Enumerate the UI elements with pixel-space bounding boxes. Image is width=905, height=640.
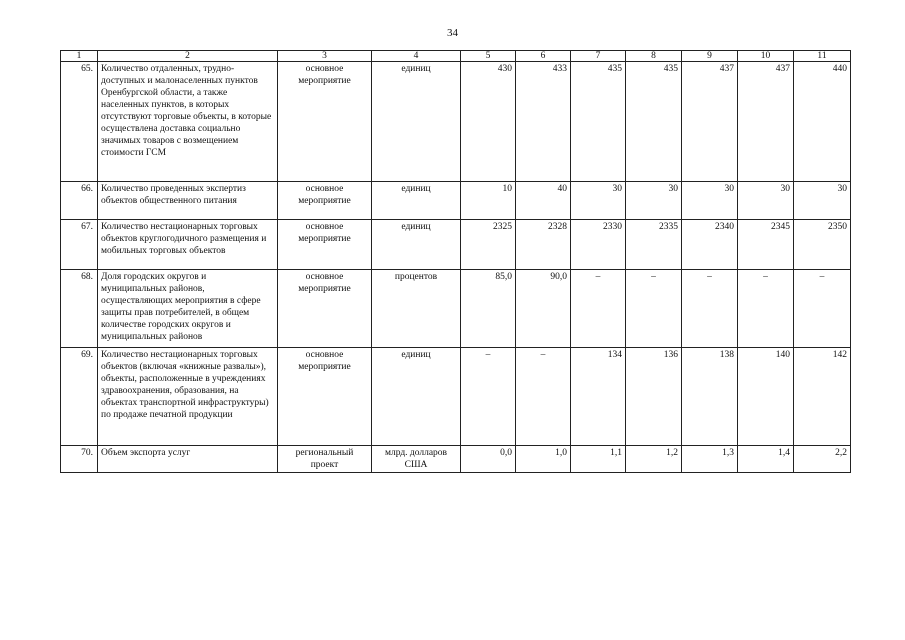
indicator-value: 140	[738, 348, 794, 446]
indicator-value: –	[626, 270, 682, 348]
indicator-type: основное мероприятие	[278, 62, 372, 182]
indicator-value: 30	[626, 182, 682, 220]
column-number-header: 7	[571, 51, 626, 62]
column-number-header: 10	[738, 51, 794, 62]
indicator-value: 430	[461, 62, 516, 182]
column-number-header: 11	[794, 51, 851, 62]
column-number-header: 4	[372, 51, 461, 62]
indicator-value: 437	[682, 62, 738, 182]
indicator-type: основное мероприятие	[278, 220, 372, 270]
indicator-name: Доля городских округов и муниципальных районов, осуществляющих мероприятия в сфере защиты прав потребителей, в общем количестве городских округов и муниципальных районов	[98, 270, 278, 348]
measurement-unit: единиц	[372, 220, 461, 270]
indicator-value: –	[516, 348, 571, 446]
indicator-value: 0,0	[461, 446, 516, 473]
indicator-value: –	[738, 270, 794, 348]
column-number-header: 5	[461, 51, 516, 62]
indicator-value: 136	[626, 348, 682, 446]
indicator-value: 10	[461, 182, 516, 220]
indicator-value: 435	[626, 62, 682, 182]
indicator-value: 1,3	[682, 446, 738, 473]
indicator-name: Количество нестационарных торговых объектов (включая «книжные развалы»), объекты, расположенные в учреждениях здравоохранения, образования, на объектах транспортной инфраструктуры) по продаже печатной продукции	[98, 348, 278, 446]
indicator-value: 2340	[682, 220, 738, 270]
indicator-value: 30	[682, 182, 738, 220]
indicator-value: 138	[682, 348, 738, 446]
table-row	[61, 182, 851, 220]
table-row	[61, 62, 851, 182]
indicator-value: –	[571, 270, 626, 348]
row-number: 69.	[61, 348, 98, 446]
indicator-value: 2328	[516, 220, 571, 270]
row-number: 68.	[61, 270, 98, 348]
measurement-unit: единиц	[372, 182, 461, 220]
table-row	[61, 220, 851, 270]
indicator-value: 2330	[571, 220, 626, 270]
indicator-name: Объем экспорта услуг	[98, 446, 278, 473]
indicator-value: 142	[794, 348, 851, 446]
indicator-value: 134	[571, 348, 626, 446]
indicator-value: 440	[794, 62, 851, 182]
indicator-value: 90,0	[516, 270, 571, 348]
column-number-row	[61, 51, 851, 62]
indicator-value: 1,1	[571, 446, 626, 473]
measurement-unit: млрд. долларов США	[372, 446, 461, 473]
column-number-header: 6	[516, 51, 571, 62]
indicator-value: 435	[571, 62, 626, 182]
indicator-value: –	[461, 348, 516, 446]
indicator-value: –	[794, 270, 851, 348]
indicator-type: региональный проект	[278, 446, 372, 473]
indicator-name: Количество нестационарных торговых объектов круглогодичного размещения и мобильных торговых объектов	[98, 220, 278, 270]
column-number-header: 8	[626, 51, 682, 62]
row-number: 66.	[61, 182, 98, 220]
measurement-unit: процентов	[372, 270, 461, 348]
indicator-value: 2335	[626, 220, 682, 270]
row-number: 65.	[61, 62, 98, 182]
indicator-value: 30	[794, 182, 851, 220]
table-row	[61, 270, 851, 348]
column-number-header: 2	[98, 51, 278, 62]
indicator-value: 30	[571, 182, 626, 220]
measurement-unit: единиц	[372, 348, 461, 446]
indicator-value: 1,4	[738, 446, 794, 473]
indicator-name: Количество проведенных экспертиз объектов общественного питания	[98, 182, 278, 220]
indicator-type: основное мероприятие	[278, 348, 372, 446]
indicator-value: 1,2	[626, 446, 682, 473]
indicator-value: –	[682, 270, 738, 348]
indicators-table	[60, 50, 851, 473]
column-number-header: 1	[61, 51, 98, 62]
row-number: 67.	[61, 220, 98, 270]
indicator-type: основное мероприятие	[278, 270, 372, 348]
table-row	[61, 348, 851, 446]
indicator-value: 40	[516, 182, 571, 220]
indicator-value: 437	[738, 62, 794, 182]
indicator-value: 85,0	[461, 270, 516, 348]
indicator-value: 30	[738, 182, 794, 220]
indicator-value: 2325	[461, 220, 516, 270]
indicator-value: 433	[516, 62, 571, 182]
indicator-value: 1,0	[516, 446, 571, 473]
measurement-unit: единиц	[372, 62, 461, 182]
indicator-value: 2345	[738, 220, 794, 270]
table-row	[61, 446, 851, 473]
indicator-value: 2,2	[794, 446, 851, 473]
page-number: 34	[447, 27, 458, 39]
indicator-name: Количество отдаленных, трудно-доступных и малонаселенных пунктов Оренбургской области, а также населенных пунктов, в которых отсутствуют торговые объекты, в которые осуществлена доставка социально значимых товаров с возмещением стоимости ГСМ	[98, 62, 278, 182]
indicator-type: основное мероприятие	[278, 182, 372, 220]
column-number-header: 9	[682, 51, 738, 62]
column-number-header: 3	[278, 51, 372, 62]
row-number: 70.	[61, 446, 98, 473]
indicator-value: 2350	[794, 220, 851, 270]
